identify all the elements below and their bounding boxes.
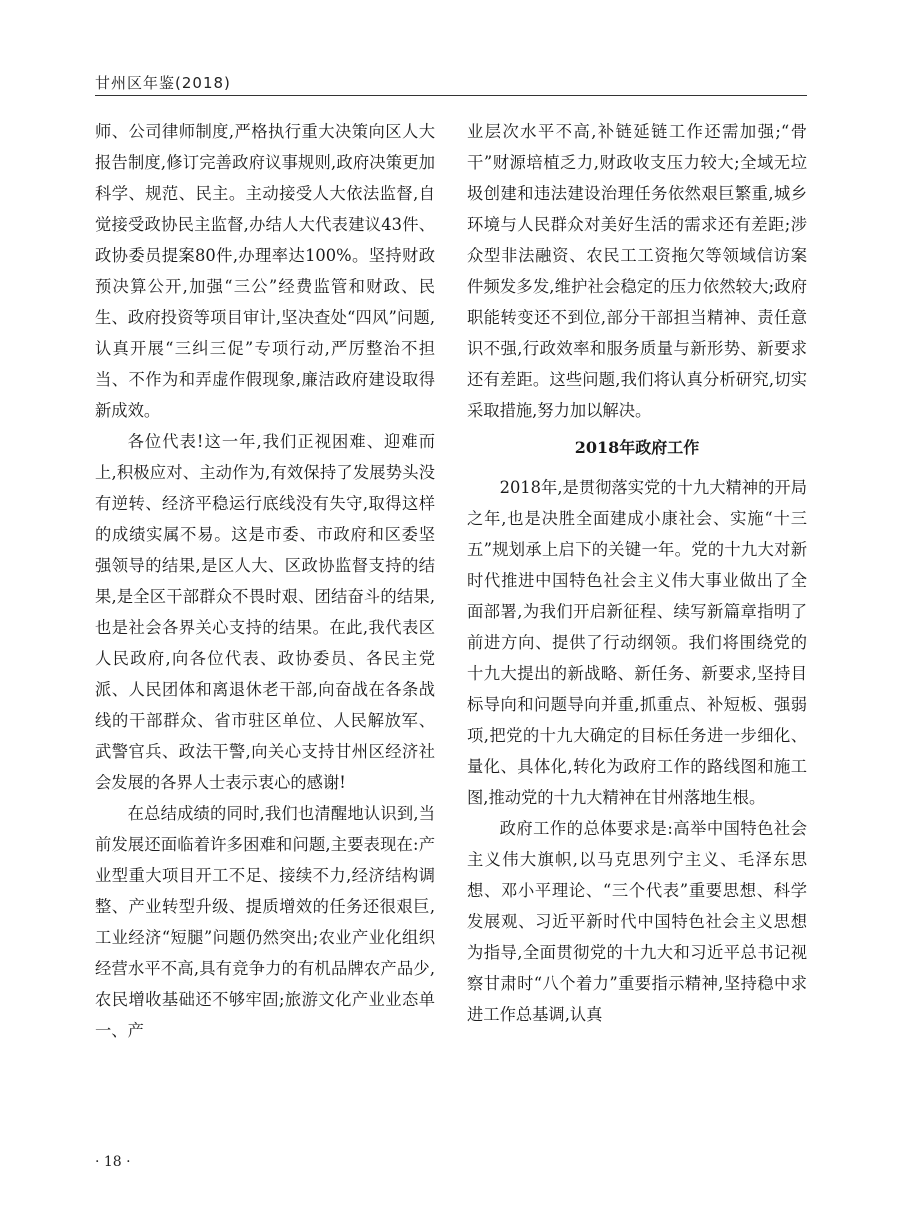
header-rule: [95, 95, 807, 96]
section-heading: 2018年政府工作: [574, 438, 700, 457]
paragraph: 在总结成绩的同时,我们也清醒地认识到,当前发展还面临着许多困难和问题,主要表现在:产业型重大项目开工不足、接续不力,经济结构调整、产业转型升级、提质增效的任务还很艰巨,工业经济“短腿”问题仍然突出;农业产业化组织经营水平不高,具有竞争力的有机品牌农产品少,农民增收基础还不够牢固;旅游文化产业业态单一、产: [95, 804, 435, 1040]
paragraph: 2018年,是贯彻落实党的十九大精神的开局之年,也是决胜全面建成小康社会、实施“十三五”规划承上启下的关键一年。党的十九大对新时代推进中国特色社会主义伟大事业做出了全面部署,为我们开启新征程、续写新篇章指明了前进方向、提供了行动纲领。我们将围绕党的十九大提出的新战略、新任务、新要求,坚持目标导向和问题导向并重,抓重点、补短板、强弱项,把党的十九大确定的目标任务进一步细化、量化、具体化,转化为政府工作的路线图和施工图,推动党的十九大精神在甘州落地生根。: [467, 478, 807, 807]
paragraph: 业层次水平不高,补链延链工作还需加强;“骨干”财源培植乏力,财政收支压力较大;全域无垃圾创建和违法建设治理任务依然艰巨繁重,城乡环境与人民群众对美好生活的需求还有差距;涉众型非法融资、农民工工资拖欠等领域信访案件频发多发,维护社会稳定的压力依然较大;政府职能转变还不到位,部分干部担当精神、责任意识不强,行政效率和服务质量与新形势、新要求还有差距。这些问题,我们将认真分析研究,切实采取措施,努力加以解决。: [467, 122, 807, 420]
running-header: [95, 72, 807, 93]
paragraph: 师、公司律师制度,严格执行重大决策向区人大报告制度,修订完善政府议事规则,政府决策更加科学、规范、民主。主动接受人大依法监督,自觉接受政协民主监督,办结人大代表建议43件、政协委员提案80件,办理率达100%。坚持财政预决算公开,加强“三公”经费监管和财政、民生、政府投资等项目审计,坚决查处“四风”问题,认真开展“三纠三促”专项行动,严厉整治不担当、不作为和弄虚作假现象,廉洁政府建设取得新成效。: [95, 122, 435, 420]
yearbook-title: 甘州区年鉴(2018): [95, 74, 231, 92]
page-number: · 18 ·: [95, 1154, 131, 1170]
paragraph: 各位代表!这一年,我们正视困难、迎难而上,积极应对、主动作为,有效保持了发展势头没有逆转、经济平稳运行底线没有失守,取得这样的成绩实属不易。这是市委、市政府和区委坚强领导的结果,是区人大、区政协监督支持的结果,是全区干部群众不畏时艰、团结奋斗的结果,也是社会各界关心支持的结果。在此,我代表区人民政府,向各位代表、政协委员、各民主党派、人民团体和离退休老干部,向奋战在各条战线的干部群众、省市驻区单位、人民解放军、武警官兵、政法干警,向关心支持甘州区经济社会发展的各界人士表示衷心的感谢!: [95, 432, 435, 792]
paragraph: 政府工作的总体要求是:高举中国特色社会主义伟大旗帜,以马克思列宁主义、毛泽东思想、邓小平理论、“三个代表”重要思想、科学发展观、习近平新时代中国特色社会主义思想为指导,全面贯彻党的十九大和习近平总书记视察甘肃时“八个着力”重要指示精神,坚持稳中求进工作总基调,认真: [467, 819, 807, 1024]
left-column: [95, 116, 435, 1046]
right-column: [467, 116, 807, 1030]
